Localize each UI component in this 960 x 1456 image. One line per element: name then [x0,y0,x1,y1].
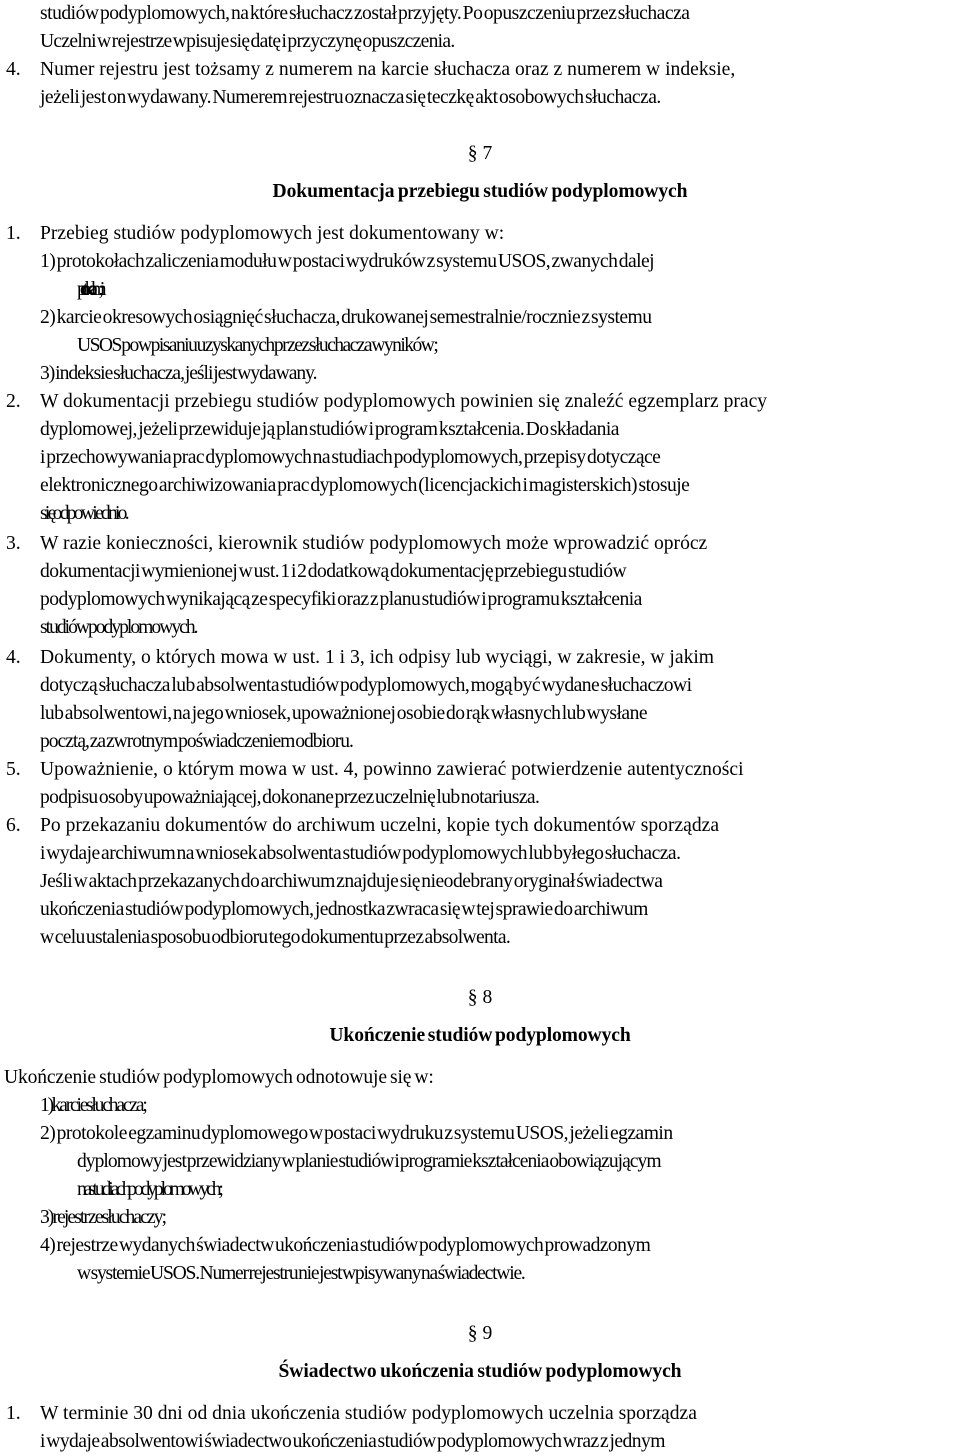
text-line: protokołami; [77,279,98,300]
text-line: w celu ustalenia sposobu odbioru tego dokumentu przez absolwenta. [40,927,511,948]
list-item: 1) karcie słuchacza; [40,1095,146,1116]
list-item: 2) karcie okresowych osiągnięć słuchacza, drukowanej semestralnie/rocznie z systemu [40,307,652,328]
paragraph-1 [0,1400,960,1428]
text-line: Jeśli w aktach przekazanych do archiwum znajduje się nieodebrany oryginał świadectwa [40,871,663,892]
text-line: studiów podyplomowych, na które słuchacz został przyjęty. Po opuszczeniu przez słuchacza [40,3,690,24]
text-line: Numer rejestru jest tożsamy z numerem na karcie słuchacza oraz z numerem w indeksie, [40,59,736,80]
list-item: 4) rejestrze wydanych świadectw ukończenia studiów podyplomowych prowadzonym [40,1235,651,1256]
text-line: Uczelni w rejestrze wpisuje się datę i przyczynę opuszczenia. [40,31,455,52]
list-item: 3) indeksie słuchacza, jeśli jest wydawany. [40,363,317,384]
paragraph-number: 6. [6,815,21,836]
paragraph-4 [0,56,960,84]
section-number: § 7 [467,143,493,164]
section-title: Ukończenie studiów podyplomowych [329,1025,631,1046]
text-line: dotyczą słuchacza lub absolwenta studiów podyplomowych, mogą być wydane słuchaczowi [40,675,692,696]
text-line: W razie konieczności, kierownik studiów podyplomowych może wprowadzić oprócz [40,533,708,554]
text-line: jeżeli jest on wydawany. Numerem rejestru oznacza się teczkę akt osobowych słuchacza. [40,87,661,108]
text-line: dyplomowy jest przewidziany w planie studiów i programie kształcenia obowiązującym [77,1151,661,1172]
text-line: Przebieg studiów podyplomowych jest dokumentowany w: [40,223,505,244]
text-line: pocztą, za zwrotnym poświadczeniem odbioru. [40,731,353,752]
list-item: 1) protokołach zaliczenia modułu w postaci wydruków z systemu USOS, zwanych dalej [40,251,655,272]
paragraph-number: 3. [6,533,21,554]
text-line: się odpowiednio. [40,503,127,524]
text-line: i przechowywania prac dyplomowych na studiach podyplomowych, przepisy dotyczące [40,447,661,468]
paragraph-number: 4. [6,59,21,80]
text-line: i wydaje archiwum na wniosek absolwenta studiów podyplomowych lub byłego słuchacza. [40,843,681,864]
paragraph-number: 4. [6,647,21,668]
section-number: § 8 [467,987,493,1008]
paragraph-number: 1. [6,1403,21,1424]
text-line: W dokumentacji przebiegu studiów podyplomowych powinien się znaleźć egzemplarz pracy [40,391,768,412]
section-title: Świadectwo ukończenia studiów podyplomowych [278,1361,682,1382]
paragraph-4 [0,644,960,672]
text-line: USOS po wpisaniu uzyskanych przez słuchacza wyników; [77,335,438,356]
list-item: 3) rejestrze słuchaczy; [40,1207,166,1228]
section-title: Dokumentacja przebiegu studiów podyplomowych [272,181,688,202]
text-line: podpisu osoby upoważniającej, dokonane przez uczelnię lub notariusza. [40,787,540,808]
paragraph-number: 2. [6,391,21,412]
paragraph-2 [0,388,960,416]
paragraph-number: 5. [6,759,21,780]
paragraph-number: 1. [6,223,21,244]
text-line: Po przekazaniu dokumentów do archiwum uczelni, kopie tych dokumentów sporządza [40,815,720,836]
text-line: w systemie USOS. Numer rejestru nie jest wpisywany na świadectwie. [77,1263,525,1284]
text-line: i wydaje absolwentowi świadectwo ukończenia studiów podyplomowych wraz z jednym [40,1431,665,1452]
text-line: Upoważnienie, o którym mowa w ust. 4, powinno zawierać potwierdzenie autentyczności [40,759,744,780]
paragraph-5 [0,756,960,784]
list-item: 2) protokole egzaminu dyplomowego w postaci wydruku z systemu USOS, jeżeli egzamin [40,1123,673,1144]
text-line: dyplomowej, jeżeli przewiduje ją plan studiów i program kształcenia. Do składania [40,419,619,440]
text-line: studiów podyplomowych. [40,617,197,638]
text-line: lub absolwentowi, na jego wniosek, upoważnionej osobie do rąk własnych lub wysłane [40,703,648,724]
text-line: dokumentacji wymienionej w ust. 1 i 2 dodatkową dokumentację przebiegu studiów [40,561,627,582]
text-line: na studiach podyplomowych; [77,1179,221,1200]
text-line: Dokumenty, o których mowa w ust. 1 i 3, ich odpisy lub wyciągi, w zakresie, w jakim [40,647,715,668]
paragraph-3 [0,530,960,558]
text-line: ukończenia studiów podyplomowych, jednostka zwraca się w tej sprawie do archiwum [40,899,648,920]
text-line: W terminie 30 dni od dnia ukończenia studiów podyplomowych uczelnia sporządza [40,1403,697,1424]
paragraph-1 [0,220,960,248]
section-number: § 9 [467,1323,493,1344]
text-line: Ukończenie studiów podyplomowych odnotowuje się w: [4,1067,434,1088]
paragraph-6 [0,812,960,840]
text-line: podyplomowych wynikającą ze specyfiki oraz z planu studiów i programu kształcenia [40,589,642,610]
text-line: elektronicznego archiwizowania prac dyplomowych (licencjackich i magisterskich) stosuje [40,475,690,496]
